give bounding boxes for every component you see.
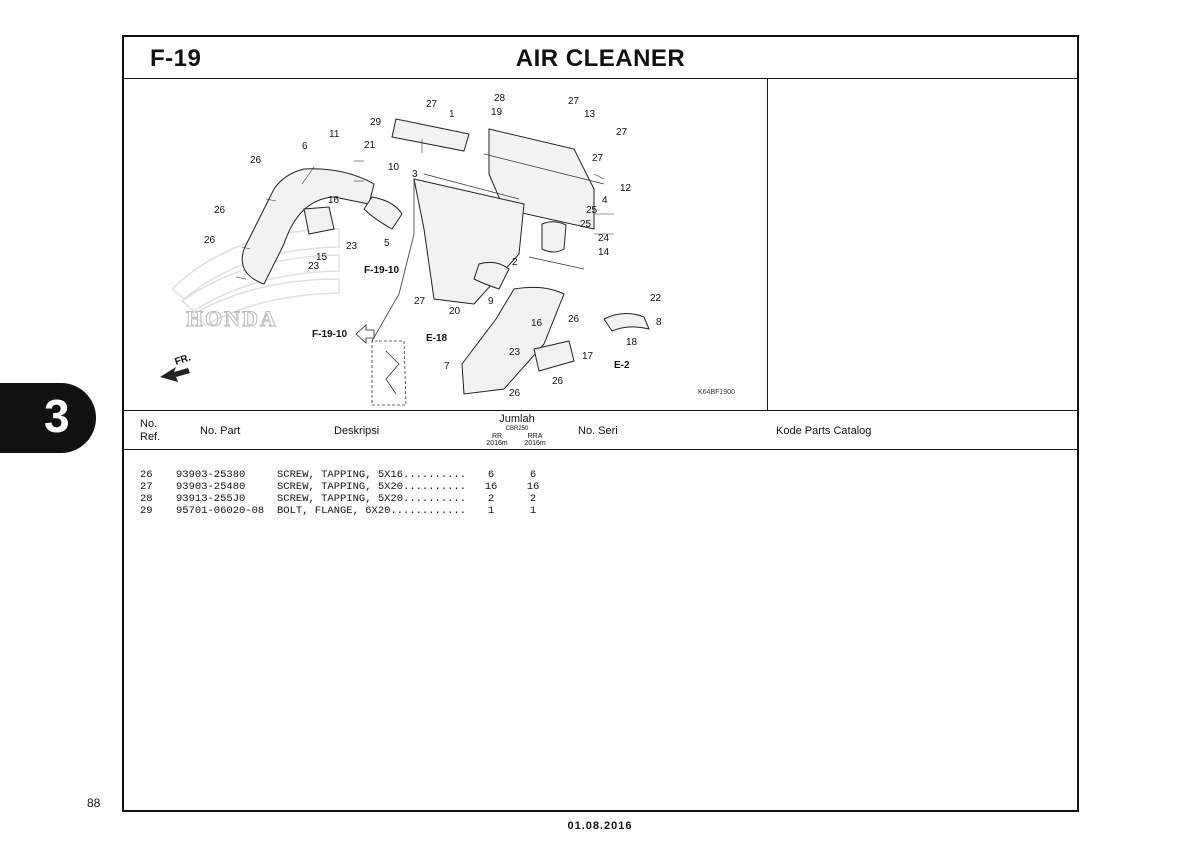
parts-table-header — [124, 410, 1077, 450]
callout: 20 — [449, 306, 461, 317]
callout: 3 — [412, 169, 418, 180]
catalog-frame — [122, 35, 1079, 812]
table-row: 28 93913-255J0 SCREW, TAPPING, 5X20.......... 2 2 — [140, 493, 537, 505]
col-model: CBR250 — [505, 426, 529, 432]
callout: 26 — [250, 155, 262, 166]
page-title: AIR CLEANER — [515, 45, 686, 72]
callout: 27 — [616, 127, 628, 138]
chapter-number: 3 — [44, 390, 70, 442]
callout: 24 — [598, 233, 610, 244]
callout: 1 — [449, 109, 455, 120]
col-ref: No. Ref. — [140, 418, 161, 443]
callout: 11 — [329, 129, 340, 140]
callout: 27 — [426, 99, 438, 110]
callout: 2 — [512, 257, 518, 268]
callout: 27 — [592, 153, 604, 164]
callout: 8 — [656, 317, 662, 328]
table-row: 26 93903-25380 SCREW, TAPPING, 5X16.......... 6 6 — [140, 469, 537, 481]
callout: 29 — [370, 117, 382, 128]
callout: 17 — [582, 351, 594, 362]
ref-label: E-18 — [426, 333, 448, 344]
callout: 27 — [568, 96, 580, 107]
callout: 26 — [552, 376, 564, 387]
callout: 22 — [650, 293, 662, 304]
callout: 21 — [364, 140, 376, 151]
callout: 23 — [509, 347, 521, 358]
callout: 23 — [346, 241, 358, 252]
title-bar — [124, 37, 1077, 79]
callout: 14 — [598, 247, 610, 258]
callout: 10 — [388, 162, 400, 173]
callout: 28 — [494, 93, 506, 104]
catalog-note-panel — [769, 79, 1079, 410]
ref-label: F-19-10 — [312, 329, 348, 340]
col-rra: RRA 2016m — [524, 433, 546, 447]
callout: 15 — [316, 252, 328, 263]
chapter-tab — [0, 383, 96, 453]
callout: 26 — [204, 235, 216, 246]
element-part-1 — [392, 119, 469, 151]
col-qty: Jumlah — [499, 413, 535, 425]
callout: 12 — [620, 183, 632, 194]
page-number: 88 — [87, 796, 101, 810]
callout: 13 — [584, 109, 596, 120]
callout: 19 — [491, 107, 503, 118]
col-rr: RR 2016m — [486, 433, 508, 447]
section-code: F-19 — [150, 45, 202, 72]
callout: 23 — [308, 261, 320, 272]
callout: 25 — [580, 219, 592, 230]
col-serial: No. Seri — [578, 425, 618, 437]
arrow-icon — [356, 325, 374, 343]
callout: 16 — [328, 195, 340, 206]
exploded-diagram — [124, 79, 768, 410]
callout: 4 — [602, 195, 608, 206]
joint-part-5 — [364, 197, 402, 229]
front-arrow-icon — [160, 367, 190, 382]
honda-watermark-text: HONDA — [186, 306, 278, 331]
table-row: 27 93903-25480 SCREW, TAPPING, 5X20.......... 16 16 — [140, 481, 540, 493]
callout: 7 — [444, 361, 450, 372]
callout: 26 — [568, 314, 580, 325]
callout: 9 — [488, 296, 494, 307]
table-row: 29 95701-06020-08 BOLT, FLANGE, 6X20............ 1 1 — [140, 505, 537, 517]
callout: 5 — [384, 238, 390, 249]
col-part: No. Part — [200, 425, 241, 437]
callout: 26 — [214, 205, 226, 216]
stay-part-15 — [304, 207, 334, 234]
parts-table-body — [124, 457, 1077, 517]
col-catalog: Kode Parts Catalog — [776, 425, 872, 437]
ref-label: F-19-10 — [364, 265, 400, 276]
direction-label: FR. — [173, 352, 193, 368]
callout: 25 — [586, 205, 598, 216]
callout: 27 — [414, 296, 426, 307]
cover-part-7 — [462, 287, 564, 394]
drawing-code: K64BF1900 — [698, 389, 735, 396]
callout: 6 — [302, 141, 308, 152]
callout: 26 — [509, 388, 521, 399]
callout: 16 — [531, 318, 543, 329]
footer-date: 01.08.2016 — [567, 820, 633, 832]
ref-label: E-2 — [614, 360, 630, 371]
callout: 18 — [626, 337, 638, 348]
tube-part-14 — [542, 222, 566, 252]
col-desc: Deskripsi — [334, 425, 380, 437]
hose-part-8 — [604, 313, 649, 331]
